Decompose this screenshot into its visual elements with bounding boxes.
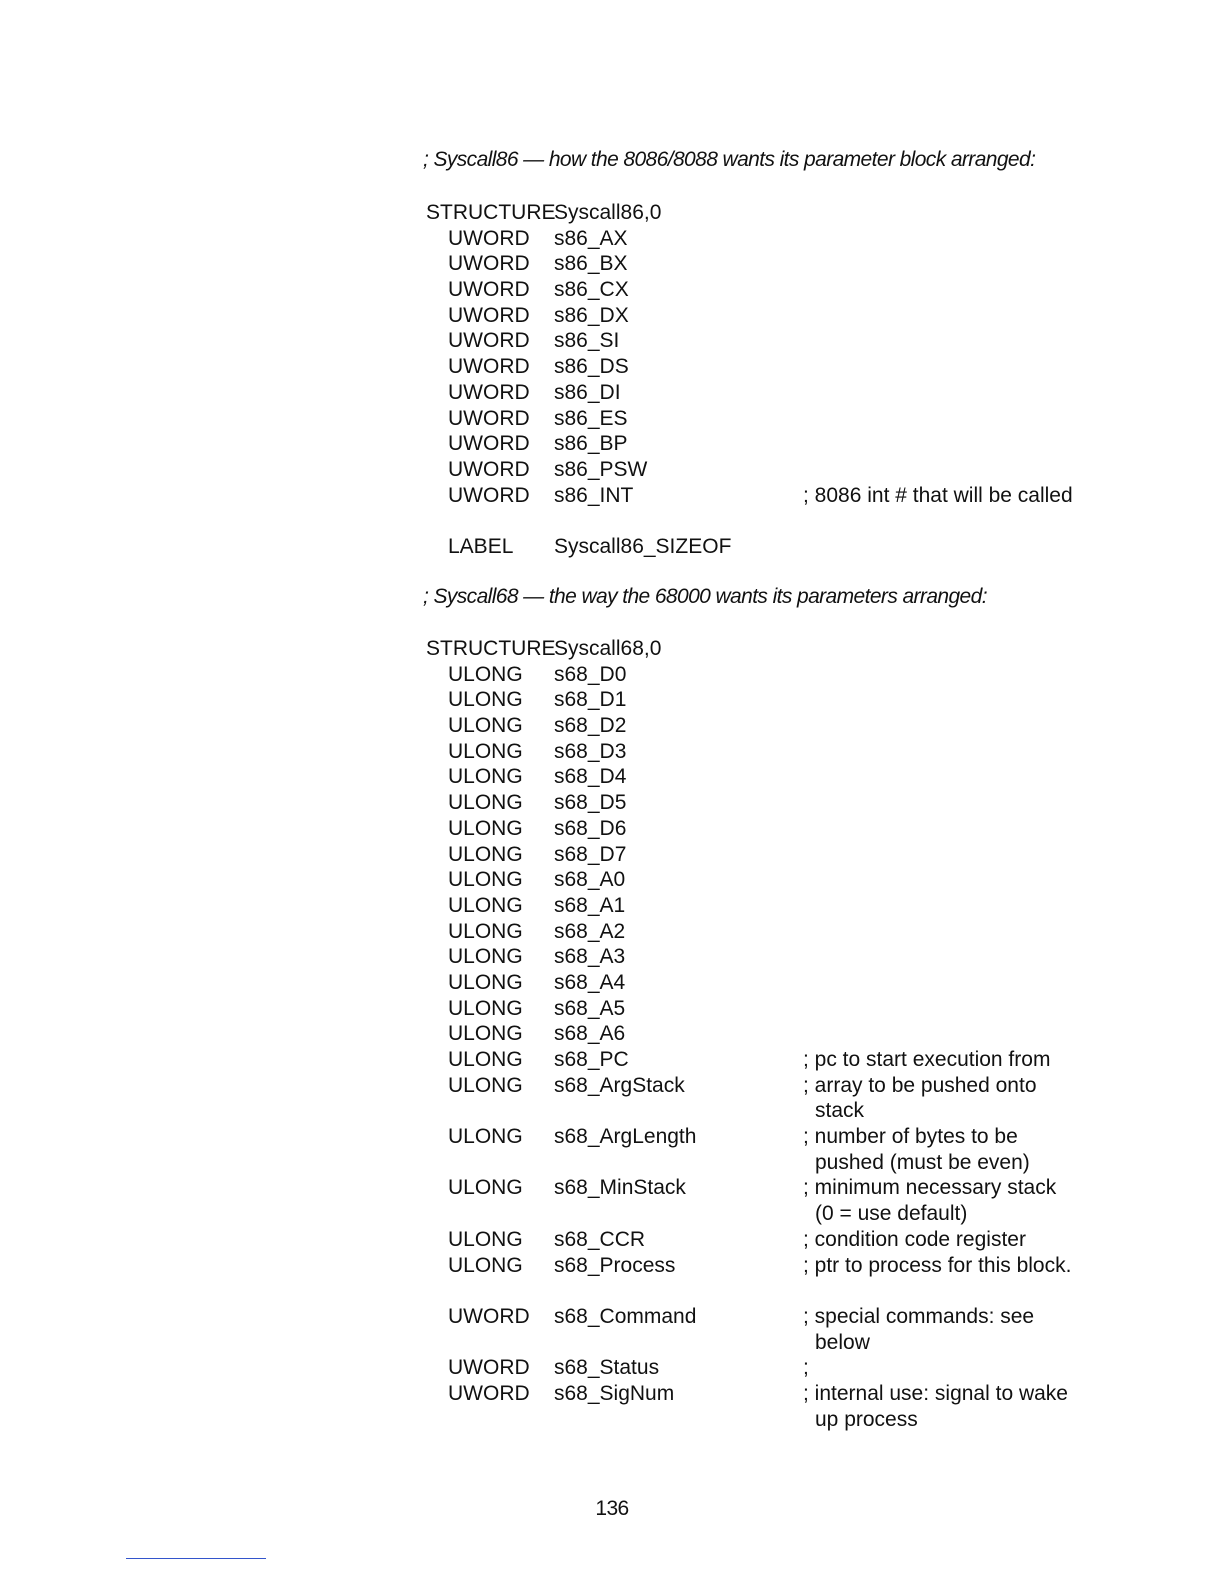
field-type: UWORD (448, 1304, 530, 1328)
field-type: ULONG (448, 970, 523, 994)
section2-heading: ; Syscall68 — the way the 68000 wants its parameters arranged: (423, 585, 987, 608)
field-row (0, 534, 1224, 560)
field-name: s68_D3 (554, 739, 627, 763)
field-row (0, 226, 1224, 252)
field-comment: ; ptr to process for this block. (803, 1253, 1072, 1277)
field-name: s68_D2 (554, 714, 627, 738)
field-comment: ; condition code register (803, 1227, 1026, 1251)
field-name: s86_AX (554, 226, 628, 250)
field-name: s68_CCR (554, 1227, 646, 1251)
field-name: s68_A4 (554, 970, 626, 994)
field-name: s68_D7 (554, 842, 627, 866)
page-number: 136 (595, 1497, 629, 1520)
field-row (0, 303, 1224, 329)
field-name: s68_A5 (554, 996, 626, 1020)
field-name: s68_ArgStack (554, 1073, 685, 1097)
field-type: ULONG (448, 1125, 523, 1149)
field-row (0, 380, 1224, 406)
field-type: UWORD (448, 406, 530, 430)
field-row (0, 1227, 1224, 1253)
field-comment: ; internal use: signal to wake up process (803, 1382, 1068, 1431)
field-row (0, 764, 1224, 790)
structure-declaration (0, 200, 1224, 226)
field-type: ULONG (448, 1073, 523, 1097)
field-type: UWORD (448, 355, 530, 379)
field-name: s68_Status (554, 1356, 660, 1380)
field-row (0, 483, 1224, 534)
field-type: UWORD (448, 1356, 530, 1380)
structure-name: Syscall68,0 (554, 637, 662, 660)
field-row (0, 919, 1224, 945)
field-name: s86_CX (554, 278, 629, 302)
field-type: ULONG (448, 996, 523, 1020)
field-name: s68_PC (554, 1048, 629, 1071)
field-row (0, 1253, 1224, 1304)
field-type: ULONG (448, 791, 523, 815)
section2-structure (0, 636, 1224, 1432)
field-type: UWORD (448, 226, 530, 250)
field-type: ULONG (448, 1048, 523, 1071)
field-type: ULONG (448, 1253, 523, 1277)
field-row (0, 1381, 1224, 1432)
field-row (0, 406, 1224, 432)
section1-fields (0, 226, 1224, 560)
field-comment: ; minimum necessary stack (0 = use default) (803, 1176, 1057, 1226)
field-row (0, 328, 1224, 354)
field-comment: ; 8086 int # that will be called (803, 483, 1073, 507)
field-type: UWORD (448, 303, 530, 327)
field-row (0, 251, 1224, 277)
field-type: UWORD (448, 380, 530, 404)
field-name: s68_Process (554, 1253, 676, 1277)
field-row (0, 867, 1224, 893)
section1-structure (0, 200, 1224, 560)
field-name: s68_D6 (554, 816, 627, 840)
field-comment: ; number of bytes to be pushed (must be even) (803, 1125, 1030, 1174)
field-comment: ; special commands: see below (803, 1304, 1035, 1354)
field-row (0, 354, 1224, 380)
field-row (0, 944, 1224, 970)
field-row (0, 1124, 1224, 1175)
field-row (0, 996, 1224, 1022)
field-row (0, 457, 1224, 483)
field-type: ULONG (448, 893, 523, 917)
field-type: ULONG (448, 1176, 523, 1200)
field-name: s86_DS (554, 355, 629, 379)
field-name: s68_A6 (554, 1022, 626, 1046)
field-type: ULONG (448, 662, 523, 686)
field-row (0, 1304, 1224, 1355)
field-row (0, 1047, 1224, 1073)
field-name: s68_SigNum (554, 1382, 675, 1406)
structure-name: Syscall86,0 (554, 201, 662, 224)
field-row (0, 1073, 1224, 1124)
field-type: ULONG (448, 816, 523, 840)
structure-keyword: STRUCTURE (426, 201, 556, 224)
field-name: s68_A3 (554, 945, 626, 969)
field-row (0, 790, 1224, 816)
field-type: ULONG (448, 688, 523, 712)
field-name: s68_ArgLength (554, 1125, 697, 1149)
field-type: ULONG (448, 945, 523, 969)
field-comment: ; array to be pushed onto stack (803, 1073, 1037, 1123)
field-name: s86_DX (554, 303, 629, 327)
structure-declaration (0, 636, 1224, 662)
field-row (0, 687, 1224, 713)
field-type: UWORD (448, 278, 530, 302)
field-type: ULONG (448, 765, 523, 789)
field-name: s86_ES (554, 406, 628, 430)
field-type: ULONG (448, 739, 523, 763)
field-row (0, 662, 1224, 688)
field-name: s68_A0 (554, 868, 626, 892)
field-name: s68_A1 (554, 893, 626, 917)
field-name: s86_PSW (554, 457, 648, 481)
field-row (0, 1355, 1224, 1381)
field-name: s86_SI (554, 329, 620, 353)
field-name: s86_DI (554, 380, 621, 404)
field-row (0, 431, 1224, 457)
field-name: s68_D4 (554, 765, 627, 789)
field-name: s86_INT (554, 483, 634, 507)
structure-keyword: STRUCTURE (426, 637, 556, 660)
field-type: ULONG (448, 1022, 523, 1046)
field-row (0, 842, 1224, 868)
field-type: UWORD (448, 483, 530, 507)
field-comment: ; (803, 1356, 809, 1380)
field-type: ULONG (448, 868, 523, 892)
field-type: ULONG (448, 714, 523, 738)
field-type: UWORD (448, 1382, 530, 1406)
field-row (0, 1175, 1224, 1226)
field-type: ULONG (448, 919, 523, 943)
field-type: UWORD (448, 432, 530, 456)
field-type: ULONG (448, 1227, 523, 1251)
field-type: UWORD (448, 457, 530, 481)
footnote-divider (126, 1558, 266, 1559)
field-name: s68_D5 (554, 791, 627, 815)
field-row (0, 816, 1224, 842)
field-type: LABEL (448, 534, 514, 558)
field-row (0, 893, 1224, 919)
field-name: s68_A2 (554, 919, 626, 943)
field-name: s68_D1 (554, 688, 627, 712)
field-name: s68_Command (554, 1304, 697, 1328)
field-row (0, 277, 1224, 303)
field-name: Syscall86_SIZEOF (554, 534, 732, 558)
field-name: s68_MinStack (554, 1176, 686, 1200)
section2-fields (0, 662, 1224, 1433)
field-type: ULONG (448, 842, 523, 866)
field-row (0, 739, 1224, 765)
field-row (0, 1021, 1224, 1047)
field-type: UWORD (448, 329, 530, 353)
field-name: s68_D0 (554, 662, 627, 686)
field-type: UWORD (448, 252, 530, 276)
field-name: s86_BX (554, 252, 628, 276)
field-comment: ; pc to start execution from (803, 1048, 1051, 1071)
field-row (0, 713, 1224, 739)
section1-heading: ; Syscall86 — how the 8086/8088 wants its parameter block arranged: (423, 148, 1036, 171)
field-name: s86_BP (554, 432, 628, 456)
field-row (0, 970, 1224, 996)
